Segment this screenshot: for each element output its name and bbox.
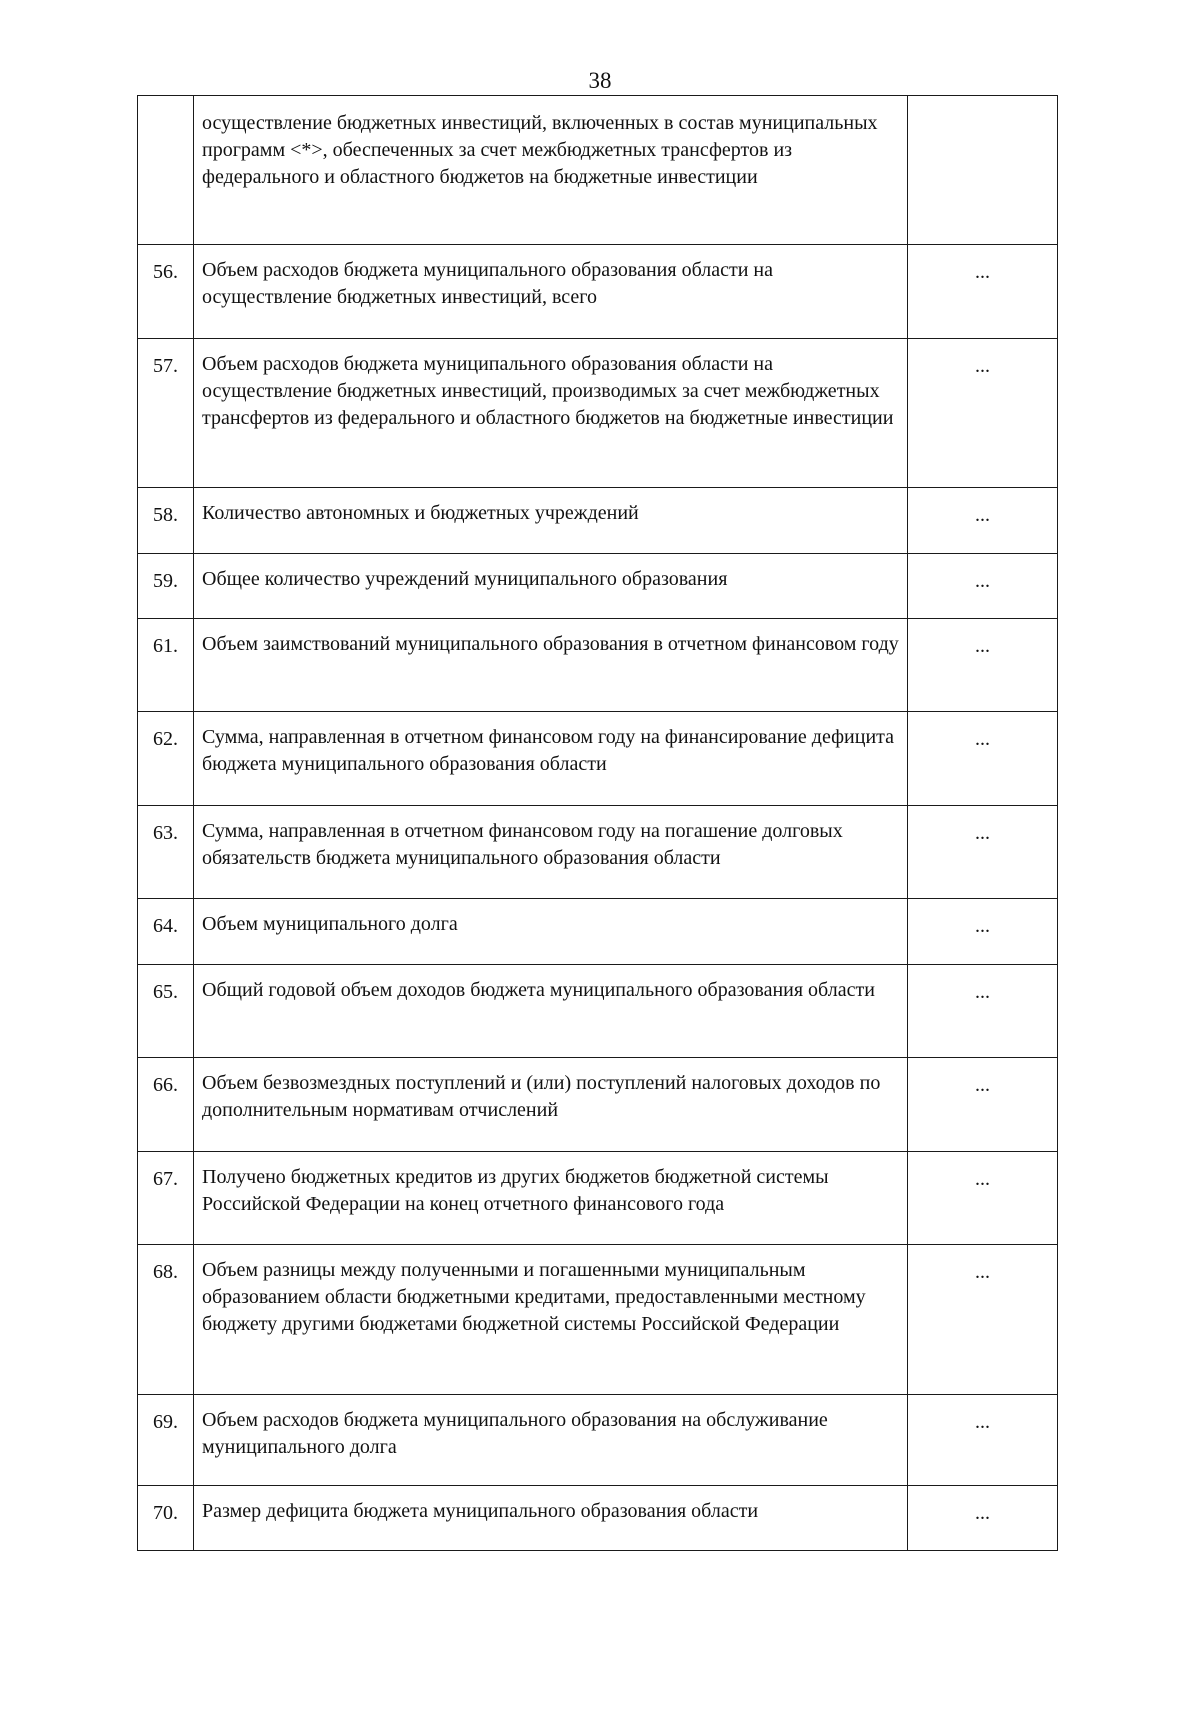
- row-number: [138, 96, 194, 245]
- row-value: ...: [908, 339, 1058, 488]
- row-value: ...: [908, 965, 1058, 1058]
- row-number: 69.: [138, 1395, 194, 1486]
- row-number: 70.: [138, 1486, 194, 1551]
- table-row: [138, 806, 1058, 899]
- row-value: ...: [908, 1058, 1058, 1152]
- row-number: 66.: [138, 1058, 194, 1152]
- row-value: ...: [908, 1395, 1058, 1486]
- table-row: [138, 1152, 1058, 1245]
- row-value: ...: [908, 712, 1058, 806]
- row-value: ...: [908, 1486, 1058, 1551]
- row-number: 68.: [138, 1245, 194, 1395]
- row-text: Объем безвозмездных поступлений и (или) поступлений налоговых доходов по дополнительным нормативам отчислений: [194, 1058, 908, 1152]
- row-text: Объем расходов бюджета муниципального образования области на осуществление бюджетных инвестиций, всего: [194, 245, 908, 339]
- row-text: Сумма, направленная в отчетном финансовом году на финансирование дефицита бюджета муниципального образования области: [194, 712, 908, 806]
- table-body: [138, 96, 1058, 1551]
- table-row: [138, 619, 1058, 712]
- page-number: 38: [588, 68, 612, 93]
- row-value: ...: [908, 806, 1058, 899]
- row-number: 62.: [138, 712, 194, 806]
- row-text: Сумма, направленная в отчетном финансовом году на погашение долговых обязательств бюджета муниципального образования области: [194, 806, 908, 899]
- row-text: Объем расходов бюджета муниципального образования на обслуживание муниципального долга: [194, 1395, 908, 1486]
- table-row: [138, 554, 1058, 619]
- row-text: Объем заимствований муниципального образования в отчетном финансовом году: [194, 619, 908, 712]
- row-text: осуществление бюджетных инвестиций, включенных в состав муниципальных программ <*>, обеспеченных за счет межбюджетных трансфертов из федерального и областного бюджетов на бюджетные инвестиции: [194, 96, 908, 245]
- row-value: ...: [908, 619, 1058, 712]
- row-text: Общее количество учреждений муниципального образования: [194, 554, 908, 619]
- row-value: ...: [908, 488, 1058, 554]
- table-row: [138, 96, 1058, 245]
- table-row: [138, 1058, 1058, 1152]
- row-text: Объем разницы между полученными и погашенными муниципальным образованием области бюджетными кредитами, предоставленными местному бюджету другими бюджетами бюджетной системы Российской Федерации: [194, 1245, 908, 1395]
- row-number: 65.: [138, 965, 194, 1058]
- row-number: 64.: [138, 899, 194, 965]
- row-value: [908, 96, 1058, 245]
- indicators-table: [137, 95, 1058, 1551]
- table-row: [138, 1395, 1058, 1486]
- row-number: 61.: [138, 619, 194, 712]
- row-value: ...: [908, 245, 1058, 339]
- row-value: ...: [908, 1152, 1058, 1245]
- row-number: 67.: [138, 1152, 194, 1245]
- row-text: Общий годовой объем доходов бюджета муниципального образования области: [194, 965, 908, 1058]
- row-number: 59.: [138, 554, 194, 619]
- row-number: 63.: [138, 806, 194, 899]
- row-value: ...: [908, 1245, 1058, 1395]
- row-text: Объем муниципального долга: [194, 899, 908, 965]
- row-text: Количество автономных и бюджетных учреждений: [194, 488, 908, 554]
- table-row: [138, 245, 1058, 339]
- row-number: 58.: [138, 488, 194, 554]
- row-number: 56.: [138, 245, 194, 339]
- row-value: ...: [908, 554, 1058, 619]
- row-value: ...: [908, 899, 1058, 965]
- table-row: [138, 488, 1058, 554]
- row-text: Получено бюджетных кредитов из других бюджетов бюджетной системы Российской Федерации на конец отчетного финансового года: [194, 1152, 908, 1245]
- table-row: [138, 712, 1058, 806]
- table-row: [138, 899, 1058, 965]
- row-text: Размер дефицита бюджета муниципального образования области: [194, 1486, 908, 1551]
- table-row: [138, 1245, 1058, 1395]
- table-row: [138, 1486, 1058, 1551]
- table-row: [138, 339, 1058, 488]
- row-number: 57.: [138, 339, 194, 488]
- row-text: Объем расходов бюджета муниципального образования области на осуществление бюджетных инвестиций, производимых за счет межбюджетных трансфертов из федерального и областного бюджетов на бюджетные инвестиции: [194, 339, 908, 488]
- table-row: [138, 965, 1058, 1058]
